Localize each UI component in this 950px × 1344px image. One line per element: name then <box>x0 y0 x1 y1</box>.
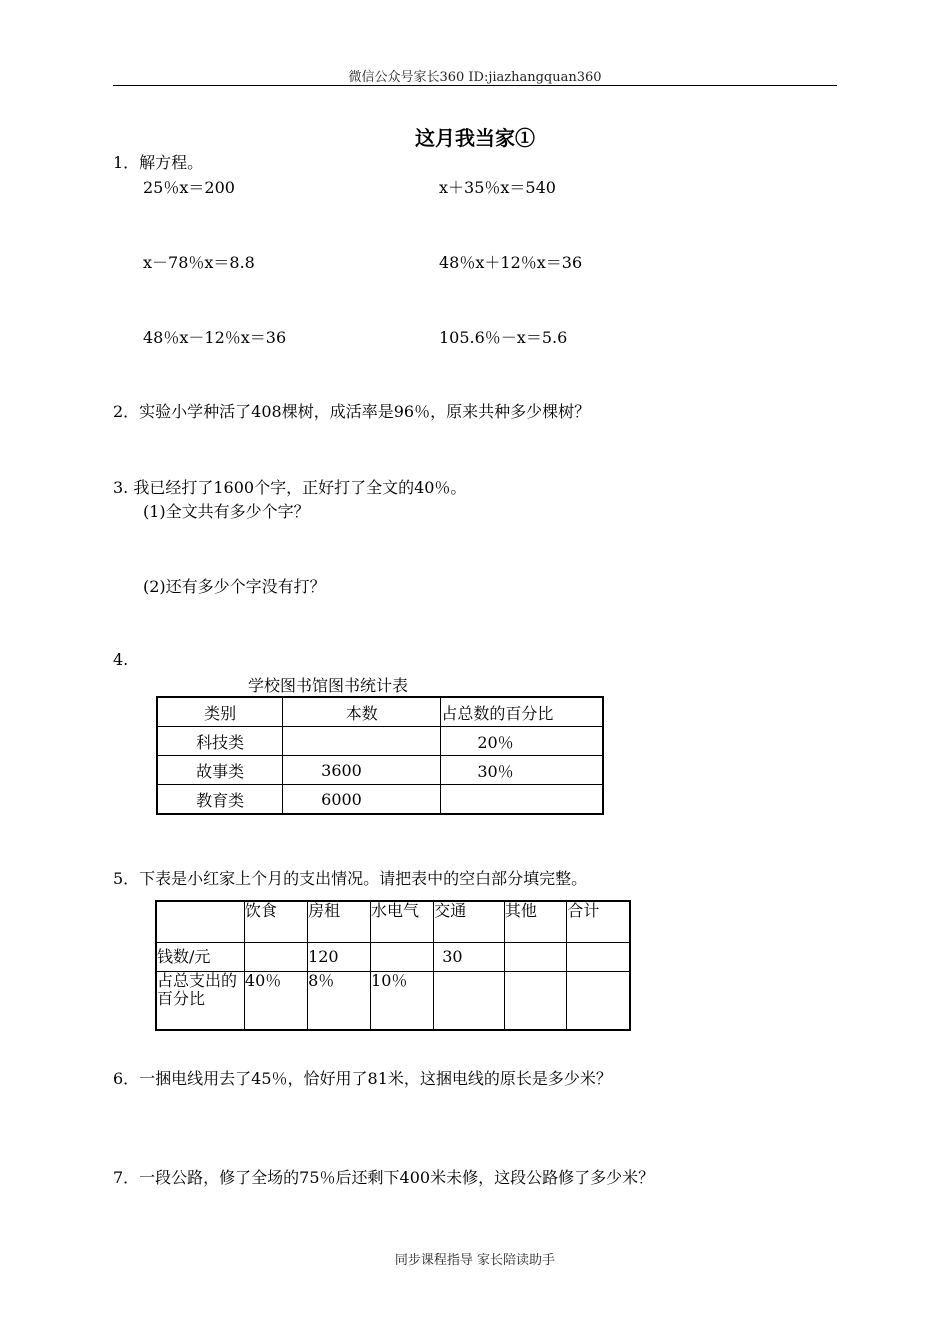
table-cell <box>441 785 603 815</box>
table-cell: 10％ <box>371 972 434 1031</box>
table-cell: 占总支出的百分比 <box>156 972 244 1031</box>
table-cell: 6000 <box>283 785 441 815</box>
table-cell <box>504 943 567 972</box>
q3-sub1: (1)全文共有多少个字？ <box>143 502 310 521</box>
q7-text: 7．一段公路，修了全场的75％后还剩下400米未修，这段公路修了多少米？ <box>113 1168 655 1187</box>
q5-label: 5．下表是小红家上个月的支出情况。请把表中的空白部分填完整。 <box>113 869 588 888</box>
header-cell: 饮食 <box>244 901 307 943</box>
q1-equation-1: 25％x＝200 <box>143 178 235 197</box>
q3-label: 3. 我已经打了1600个字，正好打了全文的40％。 <box>113 478 467 497</box>
q1-equation-2: x＋35％x＝540 <box>439 178 556 197</box>
header-cell: 本数 <box>283 697 441 727</box>
table-cell: 120 <box>308 943 371 972</box>
table-cell: 3600 <box>283 756 441 785</box>
header-cell: 合计 <box>567 901 630 943</box>
table-row <box>156 943 630 972</box>
table-row <box>157 727 603 756</box>
q4-table-title: 学校图书馆图书统计表 <box>248 676 409 695</box>
table-cell <box>504 972 567 1031</box>
q1-equation-5: 48％x－12％x＝36 <box>143 328 287 347</box>
table-cell: 8％ <box>308 972 371 1031</box>
q6-text: 6．一捆电线用去了45％，恰好用了81米，这捆电线的原长是多少米？ <box>113 1069 612 1088</box>
library-stats-table <box>156 696 604 815</box>
table-cell <box>434 972 505 1031</box>
table-cell <box>283 727 441 756</box>
header-cell: 类别 <box>157 697 283 727</box>
table-cell: 钱数/元 <box>156 943 244 972</box>
q1-equation-4: 48％x＋12％x＝36 <box>439 253 583 272</box>
page-footer: 同步课程指导 家长陪读助手 <box>394 1253 556 1268</box>
table-header-row <box>157 697 603 727</box>
q2-text: 2．实验小学种活了408棵树，成活率是96％，原来共种多少棵树？ <box>113 402 591 421</box>
table-row <box>157 756 603 785</box>
header-cell <box>156 901 244 943</box>
table-cell: 故事类 <box>157 756 283 785</box>
table-header-row <box>156 901 630 943</box>
table-cell: 30％ <box>441 756 603 785</box>
q1-equation-3: x－78％x＝8.8 <box>143 253 255 272</box>
table-cell <box>567 972 630 1031</box>
table-cell <box>567 943 630 972</box>
header-cell: 占总数的百分比 <box>441 697 603 727</box>
table-row <box>156 972 630 1031</box>
table-cell <box>371 943 434 972</box>
q4-label: 4. <box>113 650 129 669</box>
page-header: 微信公众号家长360 ID:jiazhangquan360 <box>348 70 602 85</box>
header-divider <box>113 85 837 86</box>
table-cell: 40％ <box>244 972 307 1031</box>
q1-equation-6: 105.6％－x＝5.6 <box>439 328 568 347</box>
header-cell: 交通 <box>434 901 505 943</box>
header-cell: 水电气 <box>371 901 434 943</box>
table-row <box>157 785 603 815</box>
q3-sub2: (2)还有多少个字没有打？ <box>143 577 326 596</box>
header-cell: 房租 <box>308 901 371 943</box>
table-cell <box>244 943 307 972</box>
page-title: 这月我当家① <box>415 126 535 150</box>
q1-label: 1．解方程。 <box>113 153 204 172</box>
table-cell: 20％ <box>441 727 603 756</box>
table-cell: 教育类 <box>157 785 283 815</box>
table-cell: 科技类 <box>157 727 283 756</box>
table-cell: 30 <box>434 943 505 972</box>
header-cell: 其他 <box>504 901 567 943</box>
expense-table <box>155 900 631 1031</box>
